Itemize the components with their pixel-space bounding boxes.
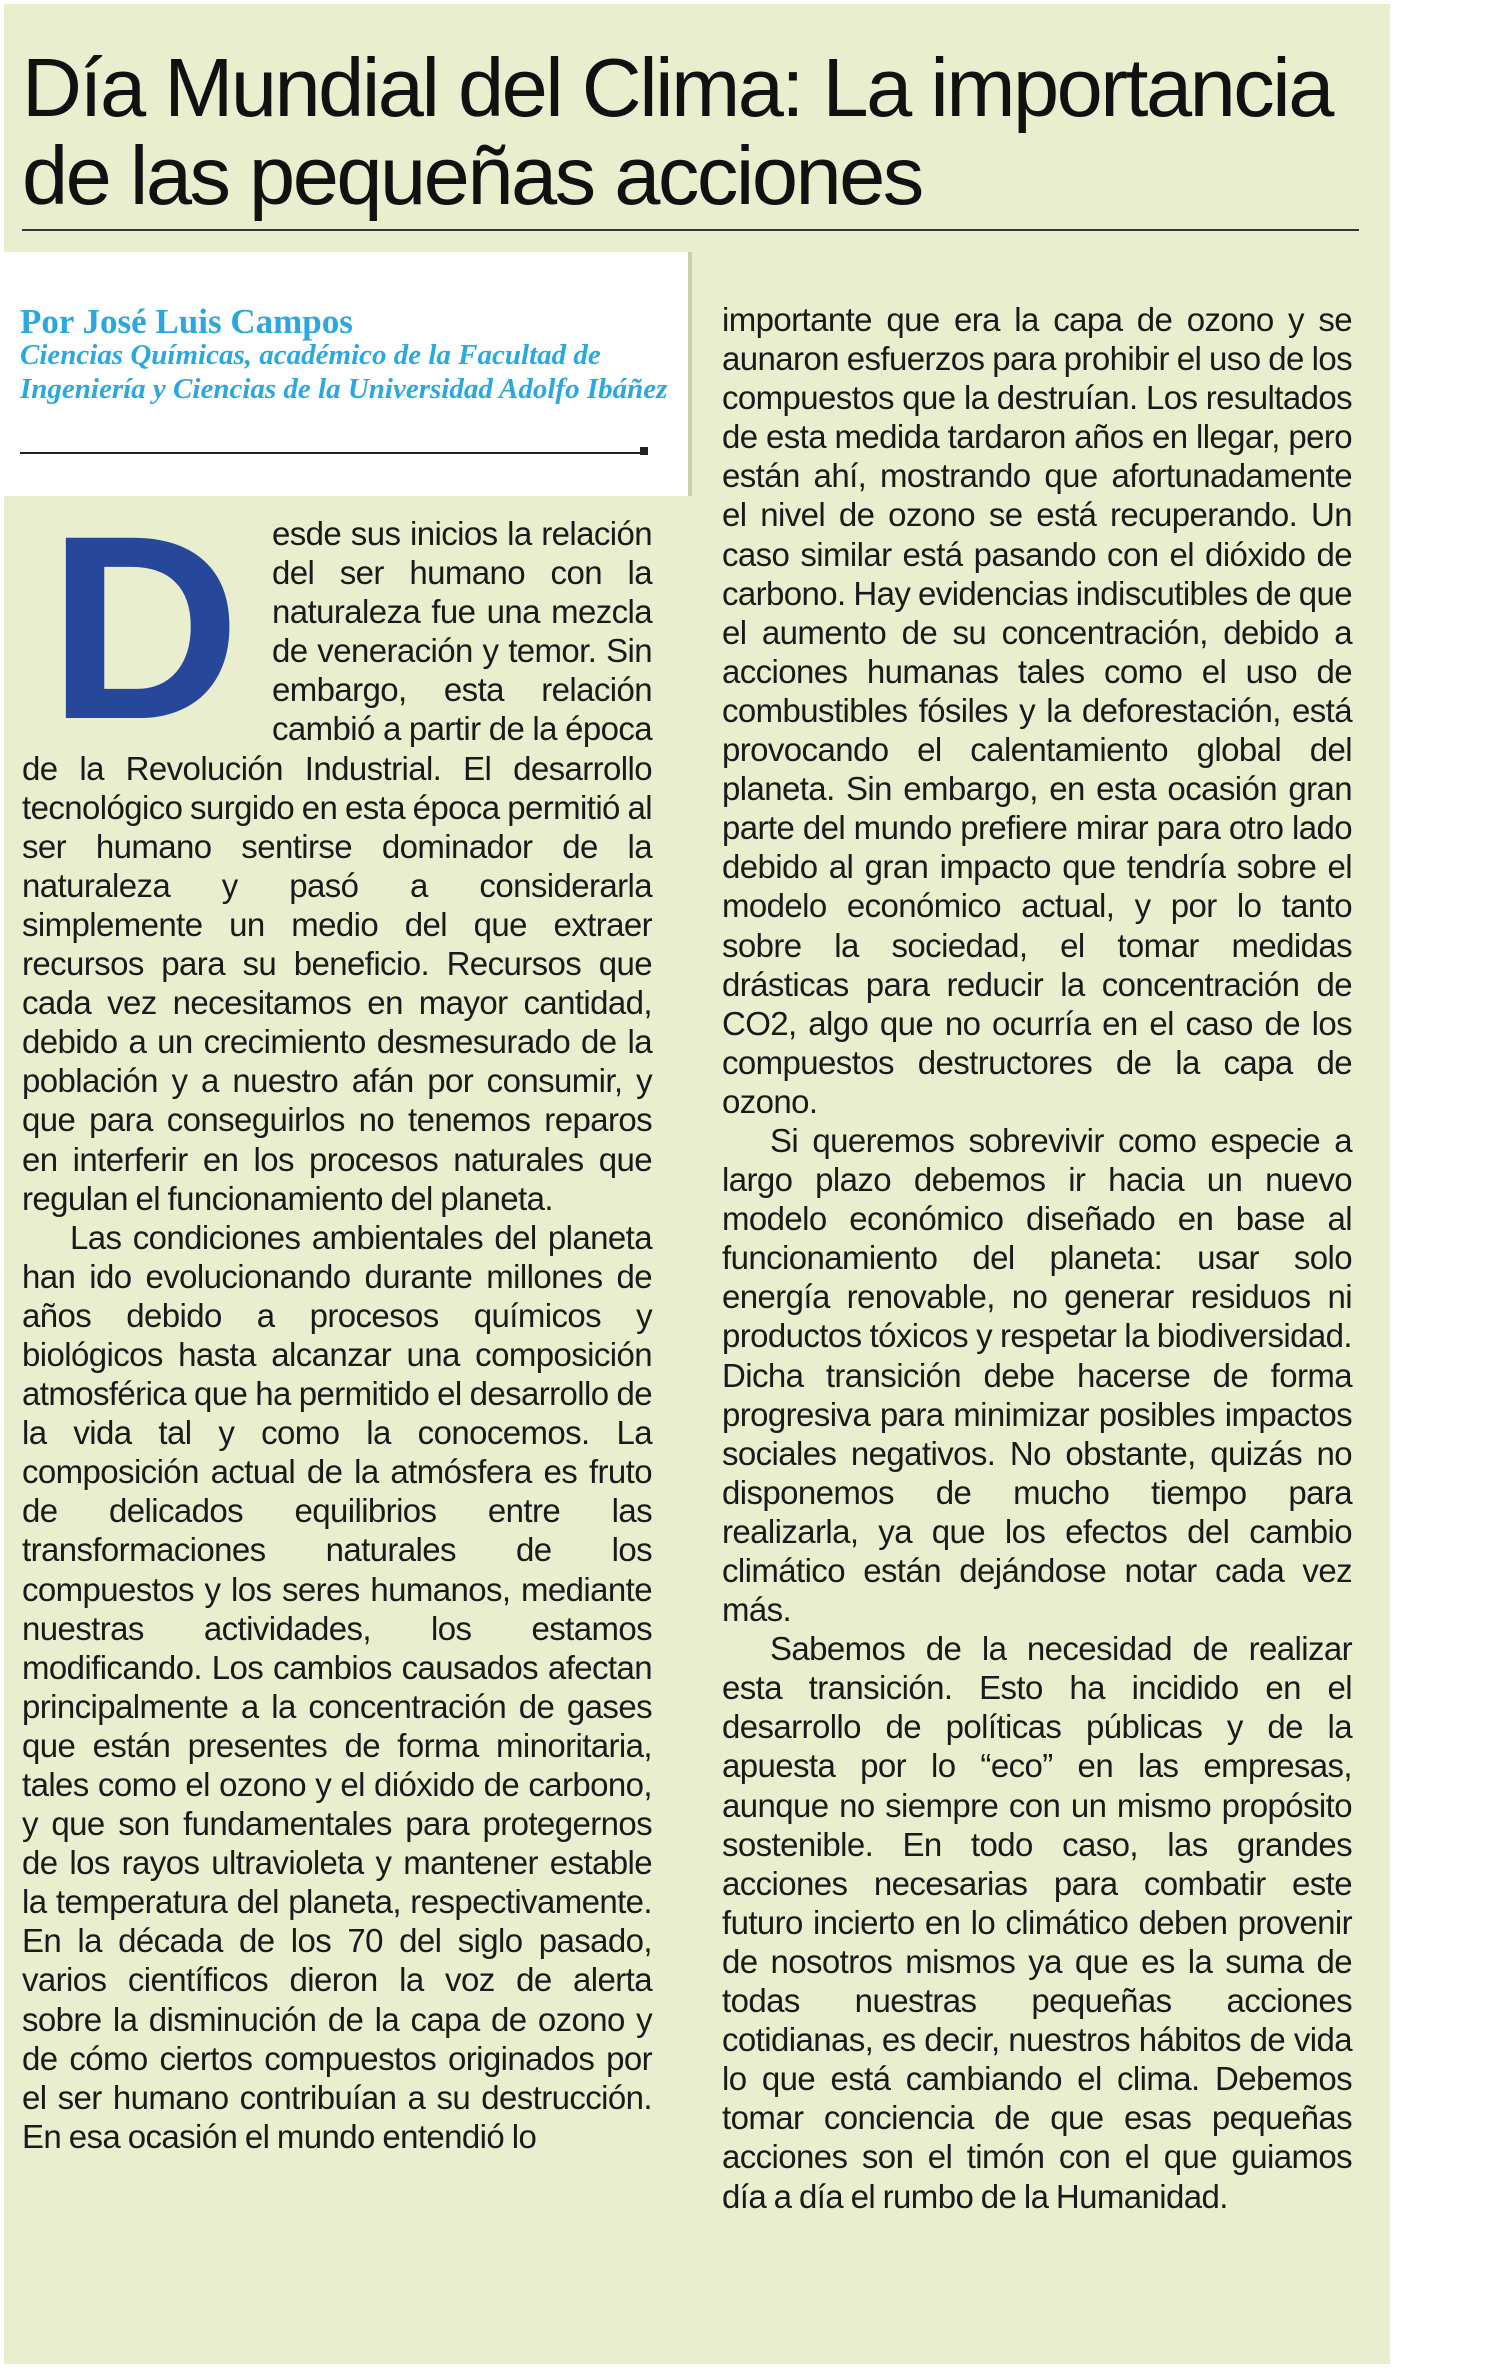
author-name: Por José Luis Campos bbox=[20, 302, 353, 341]
headline-rule bbox=[22, 229, 1359, 231]
right-paragraph-3: Sabemos de la necesidad de realizar esta transición. Esto ha incidido en el desarrollo de políticas públicas y de la apuesta por lo “eco” en las empresas, aunque no siempre con un mismo propósito sostenible. En todo caso, las grandes acciones necesarias para combatir este futuro incierto en lo climático deben provenir de nosotros mismos ya que es la suma de todas nuestras pequeñas acciones cotidianas, es decir, nuestros hábitos de vida lo que está cambiando el clima. Debemos tomar conciencia de que esas pequeñas acciones son el timón con el que guiamos día a día el rumbo de la Humanidad. bbox=[722, 1630, 1352, 2215]
byline-end-mark bbox=[640, 447, 648, 455]
right-paragraph-1: importante que era la capa de ozono y se aunaron esfuerzos para prohibir el uso de los compuestos que la destruían. Los resultados de esta medida tardaron años en llegar, pero están ahí, mostrando que afortunadamente el nivel de ozono se está recuperando. Un caso similar está pasando con el dióxido de carbono. Hay evidencias indiscutibles de que el aumento de su concentración, debido a acciones humanas tales como el uso de combustibles fósiles y la deforestación, está provocando el calentamiento global del planeta. Sin embargo, en esta ocasión gran parte del mundo prefiere mirar para otro lado debido al gran impacto que tendría sobre el modelo económico actual, y por lo tanto sobre la sociedad, el tomar medidas drásticas para reducir la concentración de CO2, algo que no ocurría en el caso de los compuestos destructores de la capa de ozono. bbox=[722, 301, 1352, 1120]
right-paragraph-2: Si queremos sobrevivir como especie a largo plazo debemos ir hacia un nuevo modelo económico diseñado en base al funcionamiento del planeta: usar solo energía renovable, no generar residuos ni productos tóxicos y respetar la biodiversidad. Dicha transición debe hacerse de forma progresiva para minimizar posibles impactos sociales negativos. No obstante, quizás no disponemos de mucho tiempo para realizarla, ya que los efectos del cambio climático están dejándose notar cada vez más. bbox=[722, 1121, 1352, 1629]
author-affiliation: Ciencias Químicas, académico de la Facultad de Ingeniería y Ciencias de la Universidad Adolfo Ibáñez bbox=[20, 339, 668, 405]
right-column bbox=[722, 300, 1352, 2216]
left-paragraph-1: esde sus inicios la relación del ser humano con la naturaleza fue una mezcla de veneración y temor. Sin embargo, esta relación cambió a partir de la época de la Revolución Industrial. El desarrollo tecnológico surgido en esta época permitió al ser humano sentirse dominador de la naturaleza y pasó a considerarla simplemente un medio del que extraer recursos para su beneficio. Recursos que cada vez necesitamos en mayor cantidad, debido a un crecimiento desmesurado de la población y a nuestro afán por consumir, y que para conseguirlos no tenemos reparos en interferir en los procesos naturales que regulan el funcionamiento del planeta. bbox=[22, 515, 652, 1217]
drop-cap bbox=[44, 518, 244, 736]
headline: Día Mundial del Clima: La importancia de las pequeñas acciones bbox=[22, 41, 1332, 222]
drop-cap-glyph: D bbox=[48, 518, 240, 736]
byline-rule bbox=[20, 452, 640, 454]
left-column bbox=[22, 514, 652, 2156]
drop-cap-letter bbox=[44, 518, 244, 736]
left-paragraph-2: Las condiciones ambientales del planeta han ido evolucionando durante millones de años debido a procesos químicos y biológicos hasta alcanzar una composición atmosférica que ha permitido el desarrollo de la vida tal y como la conocemos. La composición actual de la atmósfera es fruto de delicados equilibrios entre las transformaciones naturales de los compuestos y los seres humanos, mediante nuestras actividades, los estamos modificando. Los cambios causados afectan principalmente a la concentración de gases que están presentes de forma minoritaria, tales como el ozono y el dióxido de carbono, y que son fundamentales para protegernos de los rayos ultravioleta y mantener estable la temperatura del planeta, respectivamente. En la década de los 70 del siglo pasado, varios científicos dieron la voz de alerta sobre la disminución de la capa de ozono y de cómo ciertos compuestos originados por el ser humano contribuían a su destrucción. En esa ocasión el mundo entendió lo bbox=[22, 1218, 652, 2155]
